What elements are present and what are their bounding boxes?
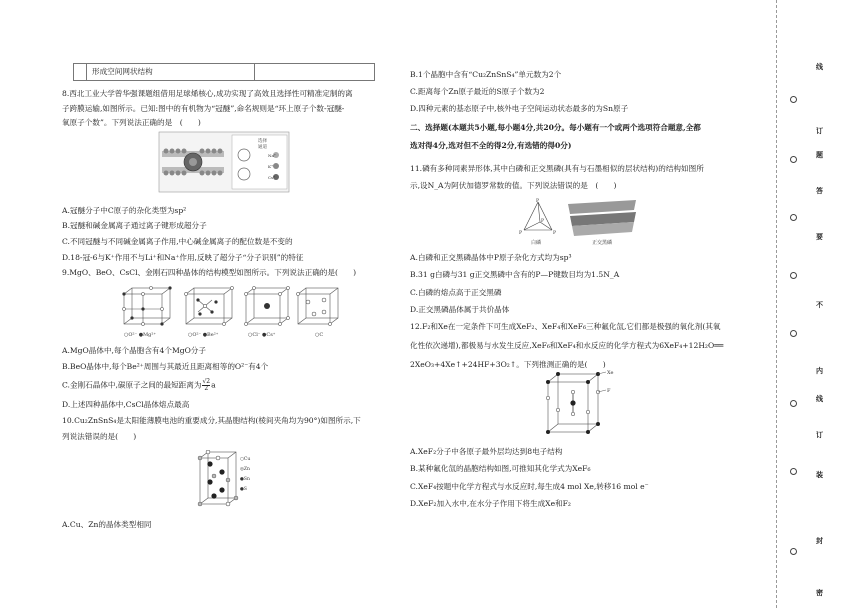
white-phosphorus-label: 白磷 [531, 240, 542, 246]
cscl-legend: ○Cl⁻ ●Cs⁺ [248, 332, 276, 338]
binding-hole [790, 400, 797, 407]
binding-char: 装 [816, 470, 823, 479]
binding-hole [790, 548, 797, 555]
fig-label: Cs⁺ [268, 175, 276, 180]
fig-label: K⁺ [268, 164, 274, 169]
fig-label: Na⁺ [268, 153, 276, 158]
q9-option-a: A.MgO晶体中,每个晶胞含有4个MgO分子 [62, 346, 206, 355]
q10-option-a: A.Cu、Zn的晶体类型相同 [62, 520, 152, 529]
q12-option-d: D.XeF₂加入水中,在水分子作用下将生成Xe和F₂ [410, 499, 571, 508]
q12-option-a: A.XeF₂分子中各原子最外层均达到8电子结构 [410, 447, 563, 456]
q8-membrane-figure [158, 131, 290, 193]
mgo-legend: ○O²⁻ ●Mg²⁺ [124, 332, 157, 338]
binding-char: 订 [816, 126, 823, 135]
binding-char: 封 [816, 536, 823, 545]
table-cell-empty [74, 64, 87, 80]
q8-option-c: C.不同冠醚与不同碱金属离子作用,中心碱金属离子的配位数是不变的 [62, 237, 293, 246]
q8-stem-line3: 氧原子个数”。下列说法正确的是 ( ) [62, 118, 201, 127]
black-phosphorus-label: 正交黑磷 [592, 240, 613, 246]
q8-stem-line2: 子跨膜运输,如图所示。已知:图中的有机物为“冠醚”,命名规则是“环上原子个数-冠醚- [62, 104, 345, 113]
q10-legend-zn: ◎Zn [240, 467, 250, 472]
answer-table-fragment [73, 63, 375, 81]
q11-option-b: B.31 g白磷与31 g正交黑磷中含有的P—P键数目均为1.5N_A [410, 270, 620, 279]
fraction: $\frac{√2}{2}$ [202, 378, 211, 392]
binding-hole [790, 272, 797, 279]
binding-char: 线 [816, 394, 823, 403]
q10-legend-sn: ●Sn [240, 477, 250, 482]
q12-stem-line3: 2XeO₃+4Xe↑+24HF+3O₂↑。下列推测正确的是( ) [410, 360, 606, 369]
q9-crystal-figures [120, 284, 350, 340]
svg-text:P: P [536, 199, 540, 204]
binding-hole [790, 96, 797, 103]
q11-option-c: C.白磷的熔点高于正交黑磷 [410, 288, 502, 297]
fig-label: 选择 [258, 139, 267, 144]
q10-crystal-figure [196, 450, 264, 508]
q11-option-a: A.白磷和正交黑磷晶体中P原子杂化方式均为sp³ [410, 253, 572, 262]
q11-stem-line2: 示,设N_A为阿伏加德罗常数的值。下列说法错误的是 ( ) [410, 181, 617, 190]
cs-ion [264, 303, 270, 309]
q9-option-c: C.金刚石晶体中,碳原子之间的最短距离为 $\frac{√2}{2}$ a [62, 378, 216, 392]
q10-stem-line2: 列说法错误的是( ) [62, 432, 137, 441]
q10-option-c: C.距离每个Zn原子最近的S原子个数为2 [410, 87, 545, 96]
svg-text:P: P [541, 219, 545, 224]
binding-hole [790, 330, 797, 337]
black-phosphorus [568, 200, 636, 236]
diamond-cell [298, 288, 338, 324]
svg-text:P: P [519, 231, 523, 236]
binding-hole [790, 468, 797, 475]
binding-char: 答 [816, 186, 823, 195]
q10-legend-s: ●S [240, 487, 248, 492]
q11-option-d: D.正交黑磷晶体属于共价晶体 [410, 305, 510, 314]
q10-stem-line1: 10.Cu₂ZnSnS₄是太阳能薄膜电池的重要成分,其晶胞结构(棱间夹角均为90°)如图所示,下 [62, 416, 361, 425]
q12-stem-line1: 12.F₂和Xe在一定条件下可生成XeF₂、XeF₄和XeF₆三种氟化氙,它们都是极强的氧化剂(其氧 [410, 322, 721, 331]
xe-label: Xe [607, 370, 614, 376]
section2-header-line1: 二、选择题(本题共5小题,每小题4分,共20分。每小题有一个或两个选项符合题意,全都 [410, 123, 701, 132]
svg-text:P: P [553, 231, 557, 236]
q12-option-c: C.XeF₄按题中化学方程式与水反应时,每生成4 mol Xe,转移16 mol e⁻ [410, 482, 649, 491]
binding-hole [790, 156, 797, 163]
q10-option-b: B.1个晶胞中含有“Cu₂ZnSnS₄”单元数为2个 [410, 70, 562, 79]
q8-option-d: D.18-冠-6与K⁺作用不与Li⁺和Na⁺作用,反映了超分子“分子识别”的特征 [62, 253, 304, 262]
q8-stem-line1: 8.西北工业大学曾华强课题组借用足球烯核心,成功实现了高效且选择性可精准定制的离 [62, 89, 353, 98]
q8-option-a: A.冠醚分子中C原子的杂化类型为sp² [62, 206, 187, 215]
binding-char: 订 [816, 430, 823, 439]
binding-char: 内 [816, 366, 823, 375]
q12-stem-line2: 化性依次递增),都极易与水发生反应,XeF₆和XeF₄和水反应的化学方程式为6XeF₄+12H₂O══ [410, 341, 724, 350]
binding-hole [790, 214, 797, 221]
binding-char: 不 [816, 300, 823, 309]
q10-option-d: D.四种元素的基态原子中,核外电子空间运动状态最多的为Sn原子 [410, 104, 629, 113]
binding-char: 题 [816, 150, 823, 159]
q8-option-b: B.冠醚和碱金属离子通过离子键形成超分子 [62, 221, 207, 230]
q9-option-b: B.BeO晶体中,每个Be²⁺周围与其最近且距离相等的O²⁻有4个 [62, 362, 269, 371]
q12-option-b: B.某种氟化氙的晶胞结构如图,可推知其化学式为XeF₆ [410, 464, 591, 473]
q11-phosphorus-figure [518, 196, 642, 248]
beo-cell [186, 288, 232, 324]
white-phosphorus [524, 202, 552, 230]
q9-option-d: D.上述四种晶体中,CsCl晶体熔点最高 [62, 400, 190, 409]
fig-label: 通道 [258, 145, 267, 150]
q9-stem: 9.MgO、BeO、CsCl、金刚石四种晶体的结构模型如图所示。下列说法正确的是( ) [62, 268, 357, 277]
table-divider [254, 64, 255, 80]
binding-char: 线 [816, 62, 823, 71]
f-label: F [607, 388, 611, 394]
binding-char: 要 [816, 232, 823, 241]
q10-legend-cu: ○Cu [240, 457, 251, 462]
table-cell-text: 形成空间网状结构 [92, 67, 153, 76]
binding-line [776, 0, 778, 608]
beo-legend: ○O²⁻ ●Be²⁺ [188, 332, 219, 338]
diamond-legend: ○C [315, 332, 324, 338]
q12-xef-cell-figure [540, 368, 630, 436]
section2-header-line2: 选对得4分,选对但不全的得2分,有选错的得0分) [410, 141, 572, 150]
q11-stem-line1: 11.磷有多种同素异形体,其中白磷和正交黑磷(具有与石墨相似的层状结构)的结构如图所 [410, 164, 704, 173]
binding-char: 密 [816, 588, 823, 597]
